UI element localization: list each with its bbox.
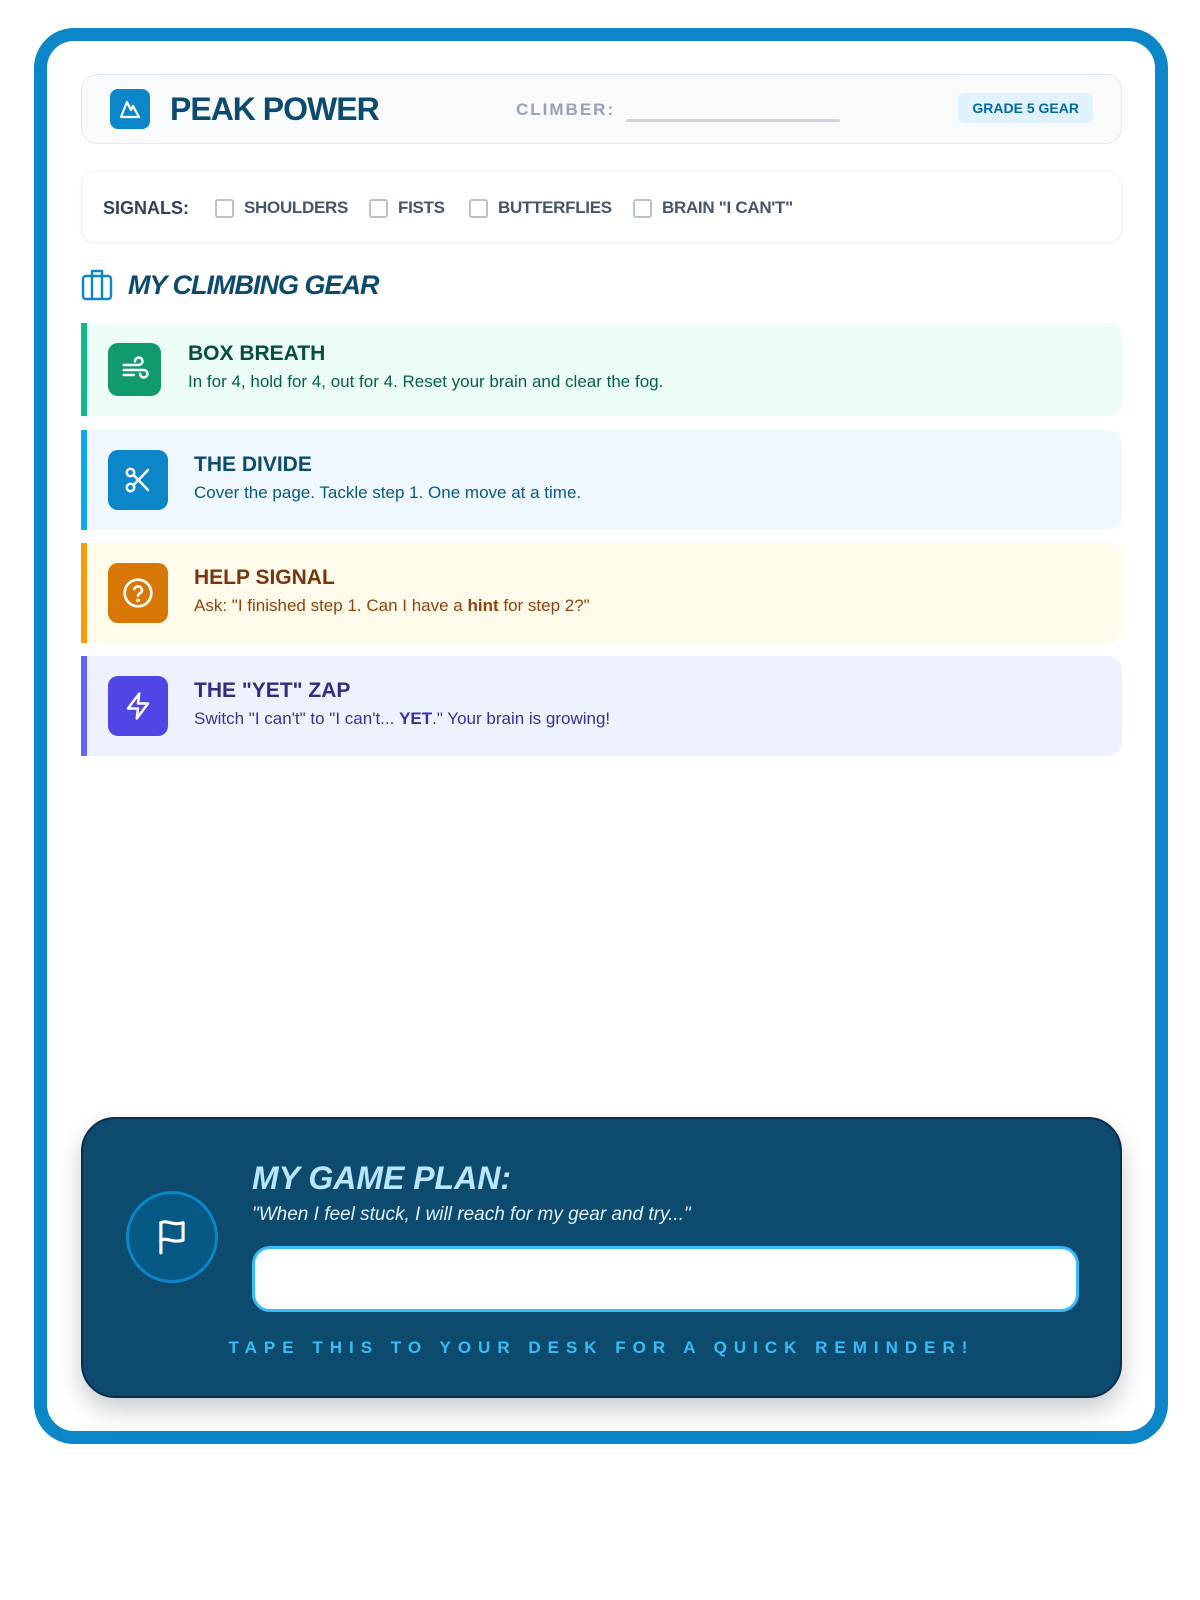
card-accent-bar (81, 430, 87, 530)
card-accent-bar (81, 543, 87, 643)
card-description-text: Ask: "I finished step 1. Can I have a (194, 596, 468, 615)
signal-checkbox[interactable] (469, 199, 488, 218)
signal-label: BRAIN "I CAN'T" (662, 198, 793, 217)
signal-label: SHOULDERS (244, 198, 349, 217)
signal-butterflies[interactable] (469, 196, 612, 220)
card-title: HELP SIGNAL (194, 566, 335, 589)
signal-shoulders[interactable] (215, 196, 348, 220)
help-circle-icon (108, 563, 168, 623)
card-description-text: ." Your brain is growing! (432, 709, 611, 728)
lightning-icon (108, 676, 168, 736)
mountain-icon (110, 89, 150, 129)
gear-card-box-breath (81, 323, 1122, 416)
climber-label: CLIMBER: (516, 100, 616, 119)
signal-checkbox[interactable] (633, 199, 652, 218)
signal-fists[interactable] (369, 196, 445, 220)
card-title: THE DIVIDE (194, 453, 312, 476)
scissors-icon (108, 450, 168, 510)
gear-card-yet-zap (81, 656, 1122, 756)
flag-icon (126, 1191, 218, 1283)
card-description-text: for step 2?" (498, 596, 590, 615)
game-plan-panel (81, 1117, 1122, 1398)
grade-badge: GRADE 5 GEAR (958, 93, 1093, 123)
signals-label: SIGNALS: (103, 198, 190, 218)
card-description: Cover the page. Tackle step 1. One move at a time. (194, 483, 582, 502)
gear-card-help-signal (81, 543, 1122, 643)
climber-name-field[interactable] (626, 119, 840, 122)
gear-section-title: MY CLIMBING GEAR (128, 270, 379, 300)
gear-card-the-divide (81, 430, 1122, 530)
signal-checkbox[interactable] (369, 199, 388, 218)
card-description (194, 595, 590, 617)
signals-bar (81, 171, 1122, 243)
wind-icon (108, 343, 161, 396)
signal-checkbox[interactable] (215, 199, 234, 218)
signal-label: BUTTERFLIES (498, 198, 612, 217)
card-accent-bar (81, 656, 87, 756)
worksheet-header (81, 74, 1122, 144)
card-description-bold: YET (399, 709, 433, 728)
brand-title: PEAK POWER (170, 91, 379, 127)
card-description: In for 4, hold for 4, out for 4. Reset your brain and clear the fog. (188, 372, 664, 391)
game-plan-prompt: "When I feel stuck, I will reach for my gear and try..." (252, 1204, 691, 1225)
game-plan-input[interactable] (252, 1246, 1079, 1312)
signal-label: FISTS (398, 198, 445, 217)
card-accent-bar (81, 323, 87, 416)
card-title: THE "YET" ZAP (194, 679, 351, 702)
game-plan-footer: TAPE THIS TO YOUR DESK FOR A QUICK REMINDER! (228, 1338, 975, 1357)
card-description-bold: hint (467, 596, 499, 615)
card-title: BOX BREATH (188, 342, 326, 365)
card-description-text: Switch "I can't" to "I can't... (194, 709, 400, 728)
card-description (194, 708, 610, 730)
signal-brain-cant[interactable] (633, 196, 793, 220)
backpack-icon (81, 268, 113, 307)
game-plan-title: MY GAME PLAN: (252, 1160, 511, 1196)
